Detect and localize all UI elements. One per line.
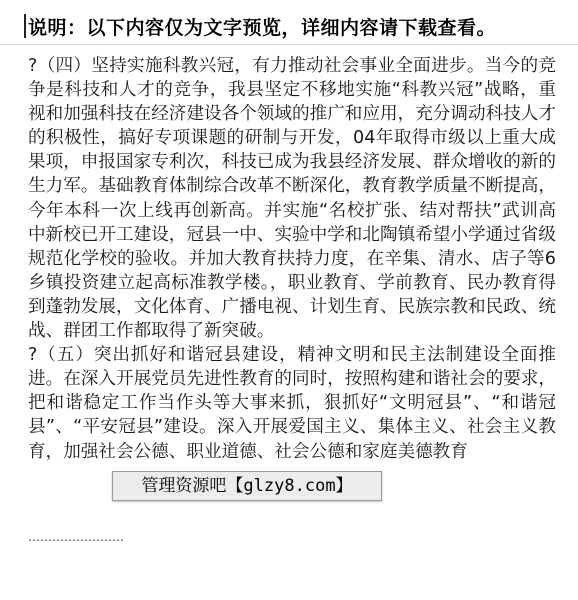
paragraph-harmonious-county: ?（五）突出抓好和谐冠县建设，精神文明和民主法制建设全面推进。在深入开展党员先进性教育的同时，按照构建和谐社会的要求，把和谐稳定工作当作头等大事来抓，狠抓好“文明冠县”、“和谐冠县”、“平安冠县”建设。深入开展爱国主义、集体主义、社会主义教育，加强社会公德、职业道德、社会公德和家庭美德教育: [28, 345, 556, 462]
preview-notice: 说明：以下内容仅为文字预览，详细内容请下载查看。: [28, 17, 497, 39]
paragraph-science-education: ?（四）坚持实施科教兴冠，有力推动社会事业全面进步。当今的竞争是科技和人才的竞争，我县坚定不移地实施“科教兴冠”战略，重视和加强科技在经济建设各个领域的推广和应用，充分调动科技人才的积极性，搞好专项课题的研制与开发，04年取得市级以上重大成果项，申报国家专利次，科技已成为我县经济发展、群众增收的新的生力军。基础教育体制综合改革不断深化，教育教学质量不断提高，今年本科一次上线再创新高。并实施“名校扩张、结对帮扶”武训高中新校已开工建设，冠县一中、实验中学和北陶镇希望小学通过省级规范化学校的验收。并加大教育扶持力度，在辛集、清水、店子等6乡镇投资建立起高标准教学楼。，职业教育、学前教育、民办教育得到蓬勃发展，文化体育、广播电视、计划生育、民族宗教和民政、统战、群团工作都取得了新突破。: [28, 56, 556, 342]
truncation-ellipsis: ……………………: [28, 530, 124, 544]
preview-notice-bar: [0, 0, 578, 45]
site-watermark: 管理资源吧【glzy8.com】: [112, 471, 382, 501]
document-body: [28, 54, 556, 464]
text-cursor: [24, 14, 26, 38]
